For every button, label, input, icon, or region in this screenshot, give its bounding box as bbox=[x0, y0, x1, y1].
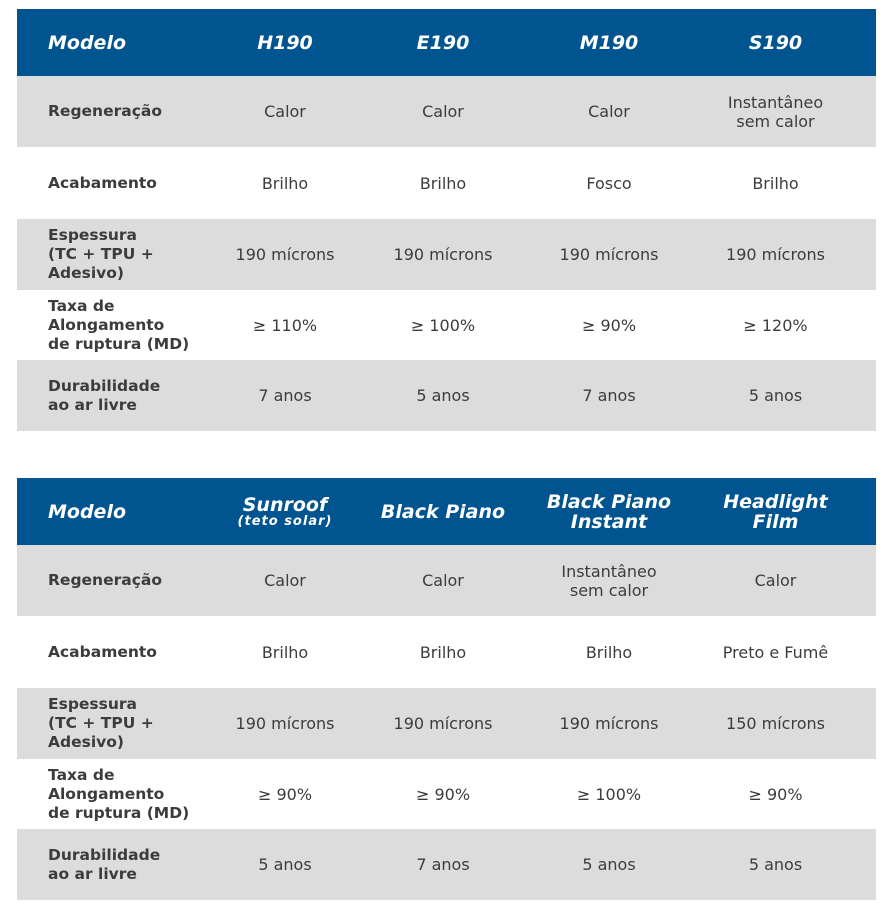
table-cell: 190 mícrons bbox=[726, 245, 825, 264]
table-cell: ≥ 90% bbox=[581, 315, 637, 335]
table-cell: 5 anos bbox=[258, 855, 312, 874]
table-cell: Calor bbox=[422, 571, 464, 590]
header-cell-h190: H190 bbox=[257, 31, 313, 54]
row-label: Taxa de Alongamento de ruptura (MD) bbox=[48, 765, 190, 822]
spec-table-2 bbox=[17, 478, 876, 900]
row-label: Durabilidade ao ar livre bbox=[48, 376, 161, 414]
table-row bbox=[17, 759, 876, 829]
header-cell-m190: M190 bbox=[579, 31, 639, 54]
table-row bbox=[17, 147, 876, 219]
table-row bbox=[17, 688, 876, 759]
table-cell: Calor bbox=[422, 102, 464, 121]
table-cell: Preto e Fumê bbox=[722, 642, 829, 662]
table-cell: 150 mícrons bbox=[726, 714, 825, 733]
table-cell: ≥ 100% bbox=[410, 315, 476, 335]
table-cell: 7 anos bbox=[582, 386, 636, 405]
table-cell: Calor bbox=[264, 102, 306, 121]
header-cell-black-piano: Black Piano bbox=[380, 500, 506, 523]
header-cell-model: Modelo bbox=[48, 500, 127, 523]
header-sunroof-title: Sunroof bbox=[242, 493, 328, 516]
spec-table-1 bbox=[17, 9, 876, 431]
header-cell-e190: E190 bbox=[416, 31, 470, 54]
header-cell-s190: S190 bbox=[748, 31, 803, 54]
row-label: Espessura (TC + TPU + Adesivo) bbox=[48, 695, 154, 751]
table-row bbox=[17, 829, 876, 900]
table-cell: 190 mícrons bbox=[559, 245, 659, 264]
header-cell-sunroof bbox=[217, 495, 353, 529]
table-cell: 5 anos bbox=[748, 855, 803, 874]
row-label: Regeneração bbox=[48, 571, 163, 589]
row-label: Acabamento bbox=[48, 173, 157, 192]
table-cell: ≥ 90% bbox=[257, 784, 313, 804]
table-cell: Instantâneo sem calor bbox=[727, 92, 824, 131]
table-cell: 190 mícrons bbox=[393, 714, 493, 733]
table-header-row bbox=[17, 9, 876, 76]
table-cell: Brilho bbox=[419, 173, 467, 193]
table-cell: 5 anos bbox=[416, 386, 470, 405]
table-row bbox=[17, 545, 876, 616]
table-header-row bbox=[17, 478, 876, 545]
table-cell: ≥ 110% bbox=[252, 315, 318, 335]
table-cell: 190 mícrons bbox=[559, 714, 659, 733]
table-cell: Fosco bbox=[586, 173, 632, 193]
row-label: Durabilidade ao ar livre bbox=[48, 845, 161, 883]
table-row bbox=[17, 616, 876, 688]
row-label: Espessura (TC + TPU + Adesivo) bbox=[48, 226, 154, 282]
table-cell: Calor bbox=[264, 571, 306, 590]
row-label: Acabamento bbox=[48, 642, 157, 661]
table-cell: 7 anos bbox=[258, 386, 312, 405]
table-row bbox=[17, 360, 876, 431]
table-cell: 7 anos bbox=[416, 855, 470, 874]
table-cell: Instantâneo sem calor bbox=[561, 561, 657, 600]
table-cell: Brilho bbox=[261, 642, 309, 662]
header-sunroof-subtitle: (teto solar) bbox=[237, 513, 333, 529]
table-cell: Brilho bbox=[752, 173, 799, 193]
table-cell: ≥ 120% bbox=[743, 315, 808, 335]
table-row bbox=[17, 290, 876, 360]
table-cell: ≥ 90% bbox=[415, 784, 471, 804]
table-cell: ≥ 90% bbox=[748, 784, 803, 804]
table-row bbox=[17, 76, 876, 147]
table-cell: ≥ 100% bbox=[576, 784, 642, 804]
header-cell-black-piano-instant: Black Piano Instant bbox=[546, 490, 672, 533]
table-cell: 190 mícrons bbox=[393, 245, 493, 264]
row-label: Regeneração bbox=[48, 102, 163, 120]
header-cell-model: Modelo bbox=[48, 31, 127, 54]
table-cell: 5 anos bbox=[582, 855, 636, 874]
table-cell: Calor bbox=[754, 571, 797, 590]
table-cell: 5 anos bbox=[748, 386, 803, 405]
table-cell: Brilho bbox=[261, 173, 309, 193]
header-cell-headlight-film: Headlight Film bbox=[723, 490, 828, 533]
table-row bbox=[17, 219, 876, 290]
table-cell: 190 mícrons bbox=[235, 714, 335, 733]
table-cell: 190 mícrons bbox=[235, 245, 335, 264]
row-label: Taxa de Alongamento de ruptura (MD) bbox=[48, 296, 190, 353]
table-cell: Brilho bbox=[585, 642, 633, 662]
table-cell: Calor bbox=[588, 102, 630, 121]
table-cell: Brilho bbox=[419, 642, 467, 662]
